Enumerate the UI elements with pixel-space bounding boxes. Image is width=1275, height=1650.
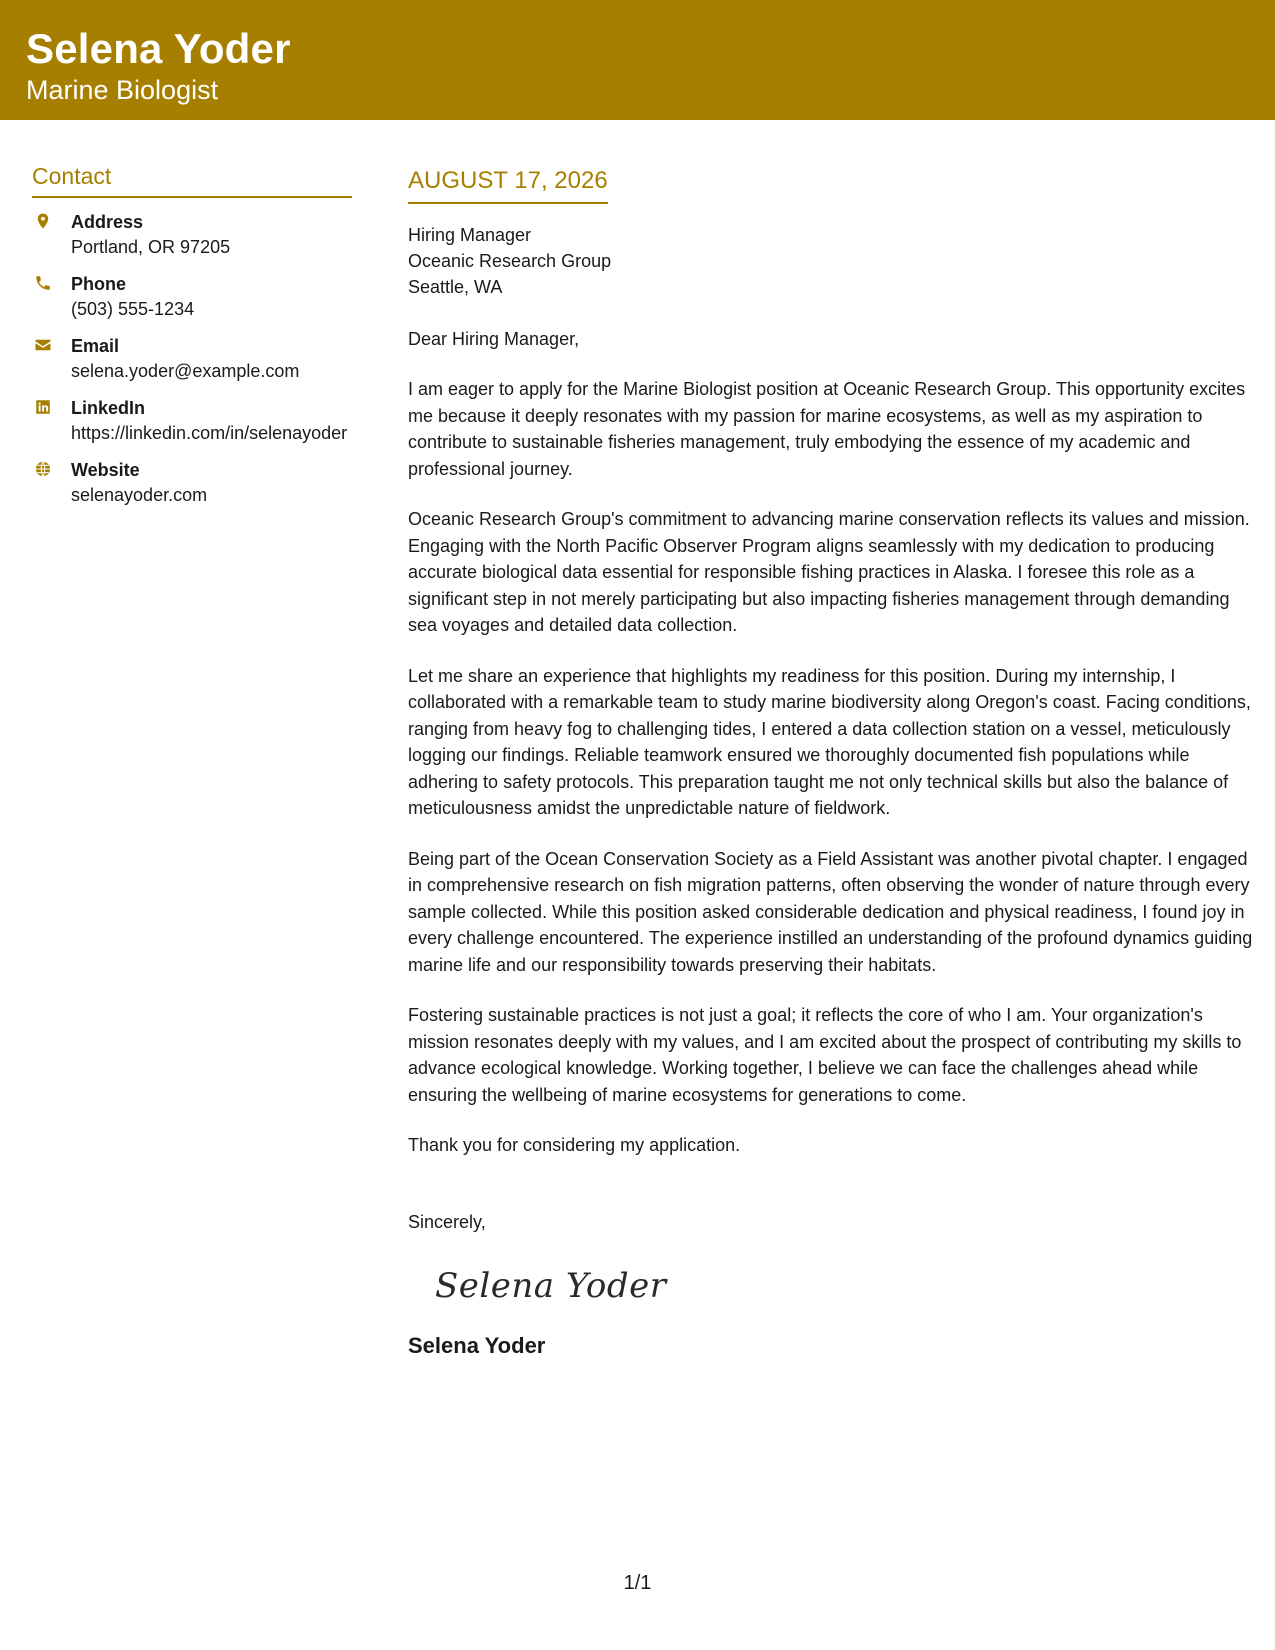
closing: Sincerely, <box>408 1211 486 1232</box>
letter-paragraph: Thank you for considering my application. <box>408 1135 741 1155</box>
contact-phone <box>32 272 352 322</box>
recipient-line: Oceanic Research Group <box>408 251 612 271</box>
contact-label: LinkedIn <box>71 398 146 418</box>
applicant-name: Selena Yoder <box>26 25 291 72</box>
page-number: 1/1 <box>623 1572 652 1594</box>
contact-label: Website <box>71 460 140 480</box>
contact-email <box>32 334 352 384</box>
phone-icon <box>34 274 52 292</box>
header-banner <box>0 0 1275 120</box>
letter-paragraph: I am eager to apply for the Marine Biologist position at Oceanic Research Group. This opportunity excites me because it deeply resonates with my passion for marine ecosystems, as well as my aspiration to contribute to sustainable fisheries management, truly embodying the essence of my academic and professional journey. <box>408 379 1246 479</box>
applicant-title: Marine Biologist <box>26 75 219 105</box>
contact-value: Portland, OR 97205 <box>71 237 231 257</box>
letter-paragraph: Oceanic Research Group's commitment to advancing marine conservation reflects its values and mission. Engaging with the North Pacific Observer Program aligns seamlessly with my dedication to producing accurate biological data essential for responsible fishing practices in Alaska. I foresee this role as a significant step in not merely participating but also impacting fisheries management through demanding sea voyages and detailed data collection. <box>408 509 1250 635</box>
contact-label: Phone <box>71 274 127 294</box>
linkedin-icon <box>34 398 52 416</box>
salutation: Dear Hiring Manager, <box>408 329 580 349</box>
handwritten-signature: Selena Yoder <box>435 1265 667 1306</box>
map-pin-icon <box>34 212 52 230</box>
contact-linkedin-link[interactable]: https://linkedin.com/in/selenayoder <box>71 423 348 443</box>
envelope-icon <box>34 336 52 354</box>
globe-icon <box>34 460 52 478</box>
contact-linkedin <box>32 396 352 446</box>
signer-name: Selena Yoder <box>408 1332 546 1358</box>
contact-value: (503) 555-1234 <box>71 299 195 319</box>
contact-email-link[interactable]: selena.yoder@example.com <box>71 361 300 381</box>
letter-body <box>408 165 1253 1361</box>
letter-date: AUGUST 17, 2026 <box>408 165 608 204</box>
contact-heading: Contact <box>32 160 352 198</box>
contact-website-link[interactable]: selenayoder.com <box>71 485 208 505</box>
contact-website <box>32 458 352 508</box>
recipient-block <box>408 222 1253 300</box>
contact-address <box>32 210 352 260</box>
contact-label: Address <box>71 212 144 232</box>
recipient-line: Seattle, WA <box>408 277 503 297</box>
letter-paragraph: Being part of the Ocean Conservation Society as a Field Assistant was another pivotal chapter. I engaged in comprehensive research on fish migration patterns, often observing the wonder of nature through every sample collected. While this position asked considerable dedication and physical readiness, I found joy in every challenge encountered. The experience instilled an understanding of the profound dynamics guiding marine life and our responsibility towards preserving their habitats. <box>408 848 1253 975</box>
contact-sidebar <box>32 160 352 508</box>
recipient-line: Hiring Manager <box>408 225 532 245</box>
letter-paragraph: Let me share an experience that highlights my readiness for this position. During my internship, I collaborated with a remarkable team to study marine biodiversity along Oregon's coast. Facing conditions, ranging from heavy fog to challenging tides, I entered a data collection station on a vessel, meticulously logging our findings. Reliable teamwork ensured we thoroughly documented fish populations while adhering to safety protocols. This preparation taught me not only technical skills but also the balance of meticulousness amidst the unpredictable nature of fieldwork. <box>408 665 1251 818</box>
contact-label: Email <box>71 336 120 356</box>
letter-paragraph: Fostering sustainable practices is not just a goal; it reflects the core of who I am. Your organization's mission resonates deeply with my values, and I am excited about the prospect of contributing my skills to advance ecological knowledge. Working together, I believe we can face the challenges ahead while ensuring the wellbeing of marine ecosystems for generations to come. <box>408 1005 1242 1105</box>
